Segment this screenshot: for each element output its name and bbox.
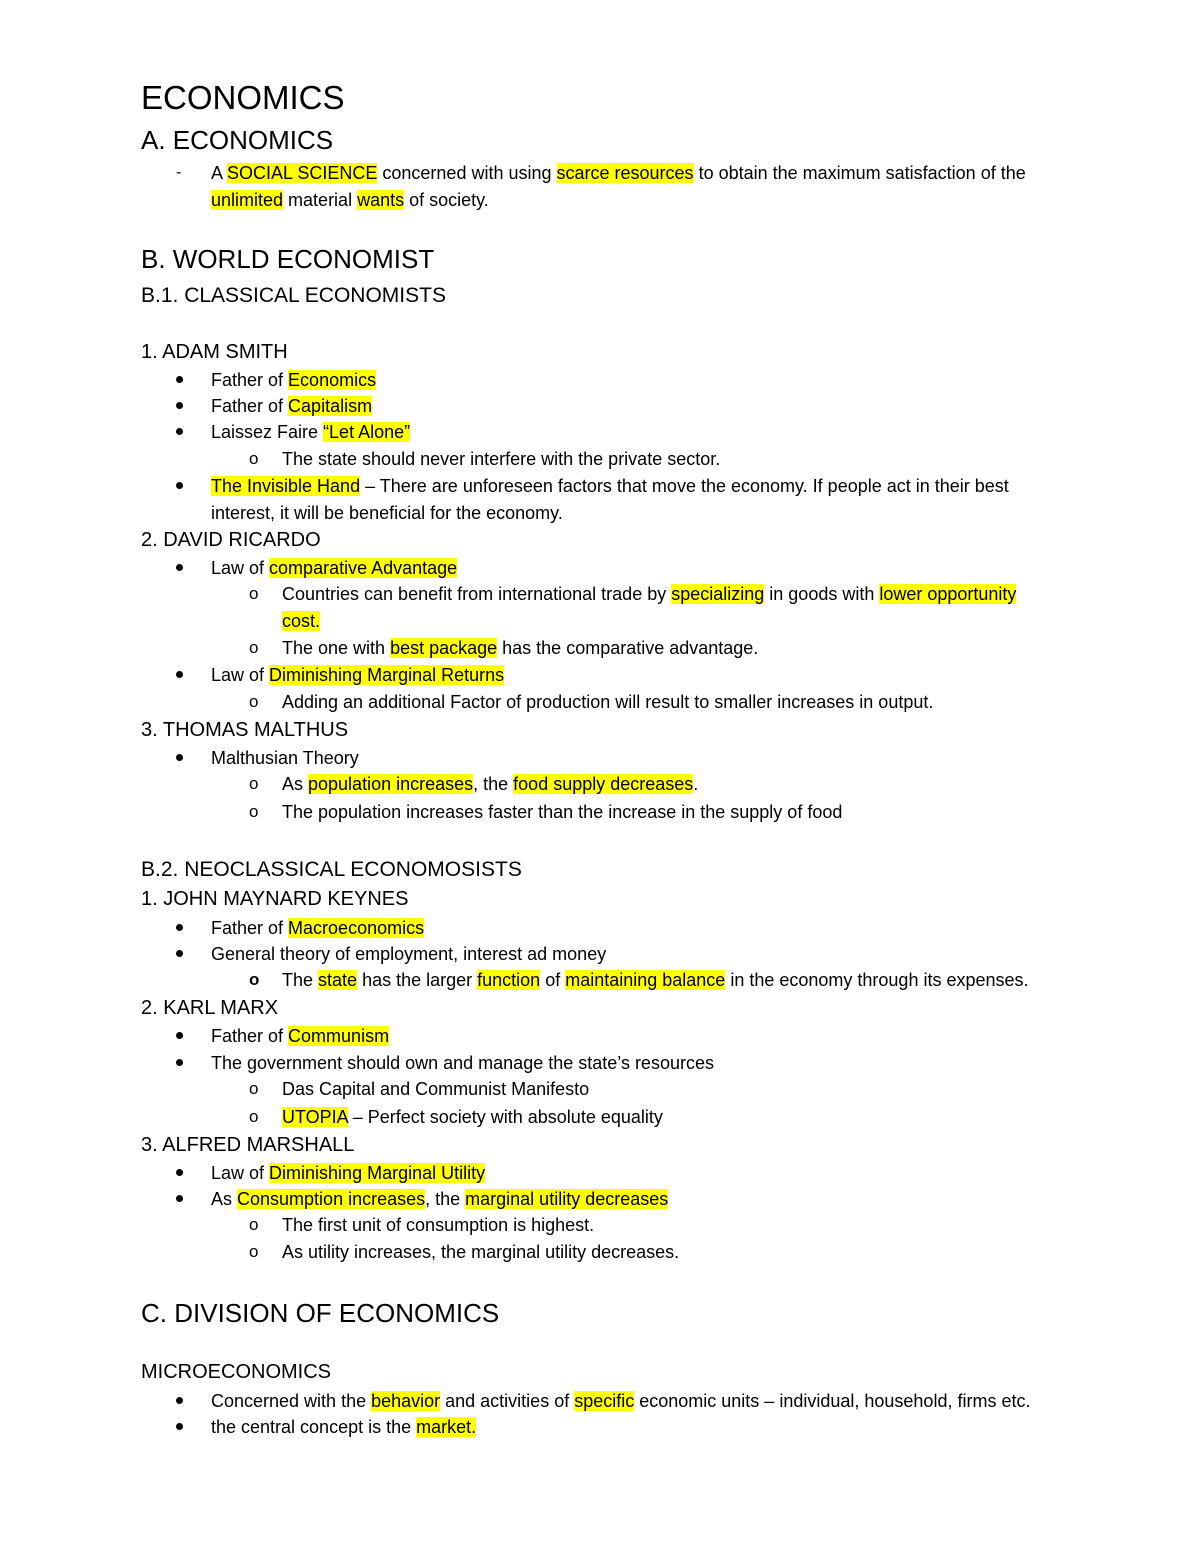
- economics-definition-line-2: [211, 188, 489, 212]
- item-highlight: state: [318, 970, 358, 990]
- document-title: ECONOMICS: [141, 79, 345, 116]
- item-text: The: [282, 970, 319, 990]
- item-text: economic units – individual, household, firms etc.: [634, 1391, 1031, 1411]
- bullet-icon: [176, 428, 183, 435]
- item-highlight: behavior: [371, 1391, 441, 1411]
- list-item: [211, 1024, 389, 1048]
- circle-marker-icon: o: [249, 774, 259, 793]
- def-highlight-social-science: SOCIAL SCIENCE: [227, 163, 378, 183]
- def-text: A: [211, 163, 228, 183]
- section-b2-heading: B.2. NEOCLASSICAL ECONOMOSISTS: [141, 858, 522, 881]
- item-highlight: Consumption increases: [237, 1189, 426, 1209]
- item-text: in goods with: [764, 584, 880, 604]
- circle-marker-icon: o: [249, 1107, 259, 1126]
- item-text: Father of: [211, 370, 289, 390]
- section-b1-heading: B.1. CLASSICAL ECONOMISTS: [141, 284, 446, 307]
- item-highlight: Communism: [288, 1026, 390, 1046]
- bullet-icon: [176, 1169, 183, 1176]
- def-highlight-scarce-resources: scarce resources: [556, 163, 694, 183]
- item-highlight: maintaining balance: [565, 970, 726, 990]
- item-text: Laissez Faire: [211, 422, 324, 442]
- item-highlight: Diminishing Marginal Returns: [269, 665, 505, 685]
- list-item: [211, 394, 372, 418]
- def-text: material: [283, 190, 358, 210]
- sub-list-item: [282, 636, 758, 660]
- section-b-heading: B. WORLD ECONOMIST: [141, 244, 435, 274]
- list-item: [211, 474, 1009, 498]
- bullet-icon: [176, 564, 183, 571]
- list-item: [211, 1187, 668, 1211]
- circle-marker-icon: o: [249, 970, 260, 989]
- bullet-icon: [176, 1032, 183, 1039]
- item-text: Law of: [211, 558, 270, 578]
- bullet-icon: [176, 482, 183, 489]
- item-highlight: market.: [416, 1417, 477, 1437]
- item-text: the central concept is the: [211, 1417, 417, 1437]
- bullet-icon: [176, 376, 183, 383]
- item-highlight: specific: [574, 1391, 635, 1411]
- item-text: of: [540, 970, 566, 990]
- list-item: [211, 1389, 1030, 1413]
- section-a-heading: A. ECONOMICS: [141, 125, 334, 155]
- item-highlight: lower opportunity: [879, 584, 1017, 604]
- item-text: As: [282, 774, 309, 794]
- item-text: has the comparative advantage.: [497, 638, 759, 658]
- list-item: [211, 663, 504, 687]
- circle-marker-icon: o: [249, 584, 259, 603]
- def-text: of society.: [404, 190, 489, 210]
- list-item: [211, 368, 376, 392]
- item-text: Concerned with the: [211, 1391, 372, 1411]
- section-c-heading: C. DIVISION OF ECONOMICS: [141, 1298, 500, 1328]
- item-text: and activities of: [440, 1391, 575, 1411]
- def-highlight-wants: wants: [357, 190, 405, 210]
- def-text: to obtain the maximum satisfaction of the: [693, 163, 1026, 183]
- list-item: [211, 556, 457, 580]
- bullet-icon: [176, 1423, 183, 1430]
- sub-list-item: Adding an additional Factor of production will result to smaller increases in output.: [282, 692, 934, 712]
- item-highlight: comparative Advantage: [269, 558, 458, 578]
- item-text: .: [693, 774, 699, 794]
- sub-list-item: The population increases faster than the increase in the supply of food: [282, 802, 843, 822]
- item-text: – Perfect society with absolute equality: [347, 1107, 663, 1127]
- economics-definition-line-1: [211, 161, 1026, 185]
- item-highlight: The Invisible Hand: [211, 476, 361, 496]
- item-highlight: Diminishing Marginal Utility: [269, 1163, 486, 1183]
- item-highlight: UTOPIA: [282, 1107, 348, 1127]
- list-item: The government should own and manage the state’s resources: [211, 1053, 714, 1073]
- sub-list-item-continuation: [282, 609, 320, 633]
- item-text: Father of: [211, 918, 289, 938]
- list-item: Malthusian Theory: [211, 748, 359, 768]
- item-highlight: Macroeconomics: [288, 918, 425, 938]
- list-item: General theory of employment, interest ad money: [211, 944, 607, 964]
- karl-marx-heading: 2. KARL MARX: [141, 997, 279, 1019]
- item-text: Law of: [211, 1163, 270, 1183]
- sub-list-item: [282, 772, 698, 796]
- item-highlight: best package: [390, 638, 498, 658]
- bullet-icon: [176, 924, 183, 931]
- item-highlight: function: [477, 970, 541, 990]
- sub-list-item: [282, 1105, 663, 1129]
- list-item: [211, 420, 410, 444]
- alfred-marshall-heading: 3. ALFRED MARSHALL: [141, 1134, 355, 1156]
- item-text: Father of: [211, 1026, 289, 1046]
- item-text: in the economy through its expenses.: [725, 970, 1029, 990]
- item-highlight: Economics: [288, 370, 377, 390]
- item-highlight: specializing: [671, 584, 765, 604]
- item-highlight: “Let Alone”: [323, 422, 411, 442]
- sub-list-item: Das Capital and Communist Manifesto: [282, 1079, 590, 1099]
- sub-list-item: As utility increases, the marginal utility decreases.: [282, 1242, 680, 1262]
- item-text: Law of: [211, 665, 270, 685]
- bullet-icon: [176, 950, 183, 957]
- bullet-icon: [176, 1397, 183, 1404]
- item-text: has the larger: [357, 970, 478, 990]
- sub-list-item: [282, 582, 1016, 606]
- def-highlight-unlimited: unlimited: [211, 190, 284, 210]
- item-text: The one with: [282, 638, 391, 658]
- list-item: [211, 916, 424, 940]
- adam-smith-heading: 1. ADAM SMITH: [141, 341, 288, 363]
- sub-list-item: The state should never interfere with the private sector.: [282, 449, 721, 469]
- def-text: concerned with using: [377, 163, 557, 183]
- circle-marker-icon: o: [249, 1079, 259, 1098]
- sub-list-item: [282, 968, 1029, 992]
- list-item: [211, 1415, 476, 1439]
- sub-list-item: The first unit of consumption is highest.: [282, 1215, 595, 1235]
- circle-marker-icon: o: [249, 802, 259, 821]
- bullet-icon: [176, 671, 183, 678]
- list-item: [211, 1161, 485, 1185]
- bullet-icon: [176, 1059, 183, 1066]
- item-text: Countries can benefit from international trade by: [282, 584, 672, 604]
- item-text: – There are unforeseen factors that move the economy. If people act in their best: [360, 476, 1009, 496]
- list-item-continuation: interest, it will be beneficial for the economy.: [211, 503, 563, 523]
- item-highlight: Capitalism: [288, 396, 373, 416]
- keynes-heading: 1. JOHN MAYNARD KEYNES: [141, 888, 409, 910]
- item-highlight: marginal utility decreases: [465, 1189, 669, 1209]
- circle-marker-icon: o: [249, 449, 259, 468]
- microeconomics-heading: MICROECONOMICS: [141, 1361, 331, 1383]
- item-text: As: [211, 1189, 238, 1209]
- item-text: , the: [425, 1189, 466, 1209]
- item-text: , the: [473, 774, 514, 794]
- circle-marker-icon: o: [249, 692, 259, 711]
- circle-marker-icon: o: [249, 1242, 259, 1261]
- item-highlight: food supply decreases: [513, 774, 694, 794]
- dash-marker: -: [176, 164, 182, 181]
- bullet-icon: [176, 1195, 183, 1202]
- david-ricardo-heading: 2. DAVID RICARDO: [141, 529, 321, 551]
- item-highlight: population increases: [308, 774, 474, 794]
- thomas-malthus-heading: 3. THOMAS MALTHUS: [141, 719, 349, 741]
- item-text: Father of: [211, 396, 289, 416]
- bullet-icon: [176, 402, 183, 409]
- circle-marker-icon: o: [249, 638, 259, 657]
- bullet-icon: [176, 754, 183, 761]
- item-highlight: cost.: [282, 611, 321, 631]
- circle-marker-icon: o: [249, 1215, 259, 1234]
